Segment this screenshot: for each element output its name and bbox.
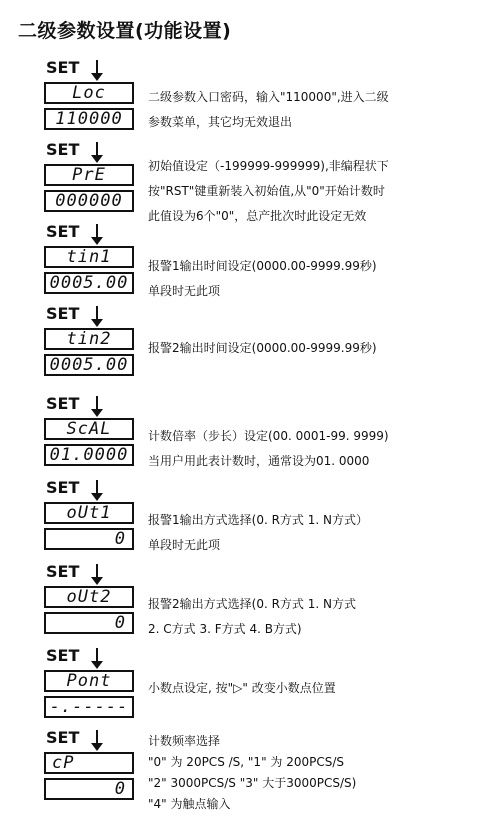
step-scal xyxy=(0,394,488,476)
description-line: "2" 3000PCS/S "3" 大于3000PCS/S) xyxy=(148,776,357,790)
page-title: 二级参数设置(功能设置) xyxy=(18,20,232,42)
description-line: 参数菜单，其它均无效退出 xyxy=(148,115,293,129)
description-line: 单段时无此项 xyxy=(148,284,221,298)
set-key-label: SET xyxy=(46,562,80,581)
lcd-value-display: -.----- xyxy=(44,696,134,718)
set-key-label: SET xyxy=(46,140,80,159)
arrow-down-icon xyxy=(91,60,103,82)
description-line: 计数频率选择 xyxy=(148,734,221,748)
description-line: 二级参数入口密码，输入"110000",进入二级 xyxy=(148,90,389,104)
step-cp xyxy=(0,728,488,826)
description-line: 报警1输出方式选择(0. R方式 1. N方式） xyxy=(148,513,368,527)
description-line: 计数倍率（步长）设定(00. 0001-99. 9999) xyxy=(148,429,389,443)
step-tin1 xyxy=(0,222,488,304)
set-key-label: SET xyxy=(46,646,80,665)
arrow-down-icon xyxy=(91,142,103,164)
lcd-code-display: Loc xyxy=(44,82,134,104)
step-pre xyxy=(0,140,488,222)
set-key-label: SET xyxy=(46,478,80,497)
step-description xyxy=(148,508,368,558)
arrow-down-icon xyxy=(91,396,103,418)
description-line: 小数点设定, 按"▷" 改变小数点位置 xyxy=(148,681,336,695)
step-description xyxy=(148,731,356,815)
description-line: "4" 为触点输入 xyxy=(148,797,231,811)
lcd-value-display: 0 xyxy=(44,612,134,634)
lcd-value-display: 0 xyxy=(44,778,134,800)
step-description xyxy=(148,424,389,474)
step-description xyxy=(148,154,389,229)
arrow-down-icon xyxy=(91,480,103,502)
step-pont xyxy=(0,646,488,728)
set-key-label: SET xyxy=(46,394,80,413)
lcd-value-display: 0005.00 xyxy=(44,354,134,376)
lcd-code-display: ScAL xyxy=(44,418,134,440)
step-description xyxy=(148,676,336,701)
set-key-label: SET xyxy=(46,728,80,747)
lcd-code-display: tin2 xyxy=(44,328,134,350)
arrow-down-icon xyxy=(91,648,103,670)
lcd-code-display: Pont xyxy=(44,670,134,692)
description-line: 单段时无此项 xyxy=(148,538,221,552)
set-key-label: SET xyxy=(46,58,80,77)
step-description xyxy=(148,592,356,642)
description-line: 2. C方式 3. F方式 4. B方式) xyxy=(148,622,302,636)
set-key-label: SET xyxy=(46,304,80,323)
description-line: 报警2输出方式选择(0. R方式 1. N方式 xyxy=(148,597,356,611)
description-line: 当用户用此表计数时，通常设为01. 0000 xyxy=(148,454,370,468)
arrow-down-icon xyxy=(91,730,103,752)
arrow-down-icon xyxy=(91,306,103,328)
lcd-code-display: PrE xyxy=(44,164,134,186)
lcd-code-display: oUt1 xyxy=(44,502,134,524)
lcd-code-display: tin1 xyxy=(44,246,134,268)
description-line: 按"RST"键重新装入初始值,从"0"开始计数时 xyxy=(148,184,385,198)
description-line: 初始值设定（-199999-999999),非编程状下 xyxy=(148,159,389,173)
lcd-code-display: oUt2 xyxy=(44,586,134,608)
arrow-down-icon xyxy=(91,224,103,246)
step-loc xyxy=(0,58,488,140)
lcd-value-display: 0 xyxy=(44,528,134,550)
lcd-value-display: 110000 xyxy=(44,108,134,130)
step-description xyxy=(148,254,377,304)
step-description xyxy=(148,336,377,361)
step-tin2 xyxy=(0,304,488,386)
lcd-code-display: cP xyxy=(44,752,134,774)
description-line: "0" 为 20PCS /S, "1" 为 200PCS/S xyxy=(148,755,345,769)
lcd-value-display: 01.0000 xyxy=(44,444,134,466)
lcd-value-display: 000000 xyxy=(44,190,134,212)
lcd-value-display: 0005.00 xyxy=(44,272,134,294)
description-line: 此值设为6个"0"，总产批次时此设定无效 xyxy=(148,209,367,223)
step-out2 xyxy=(0,562,488,644)
step-description xyxy=(148,85,389,135)
step-out1 xyxy=(0,478,488,560)
description-line: 报警1输出时间设定(0000.00-9999.99秒) xyxy=(148,259,377,273)
set-key-label: SET xyxy=(46,222,80,241)
arrow-down-icon xyxy=(91,564,103,586)
description-line: 报警2输出时间设定(0000.00-9999.99秒) xyxy=(148,341,377,355)
